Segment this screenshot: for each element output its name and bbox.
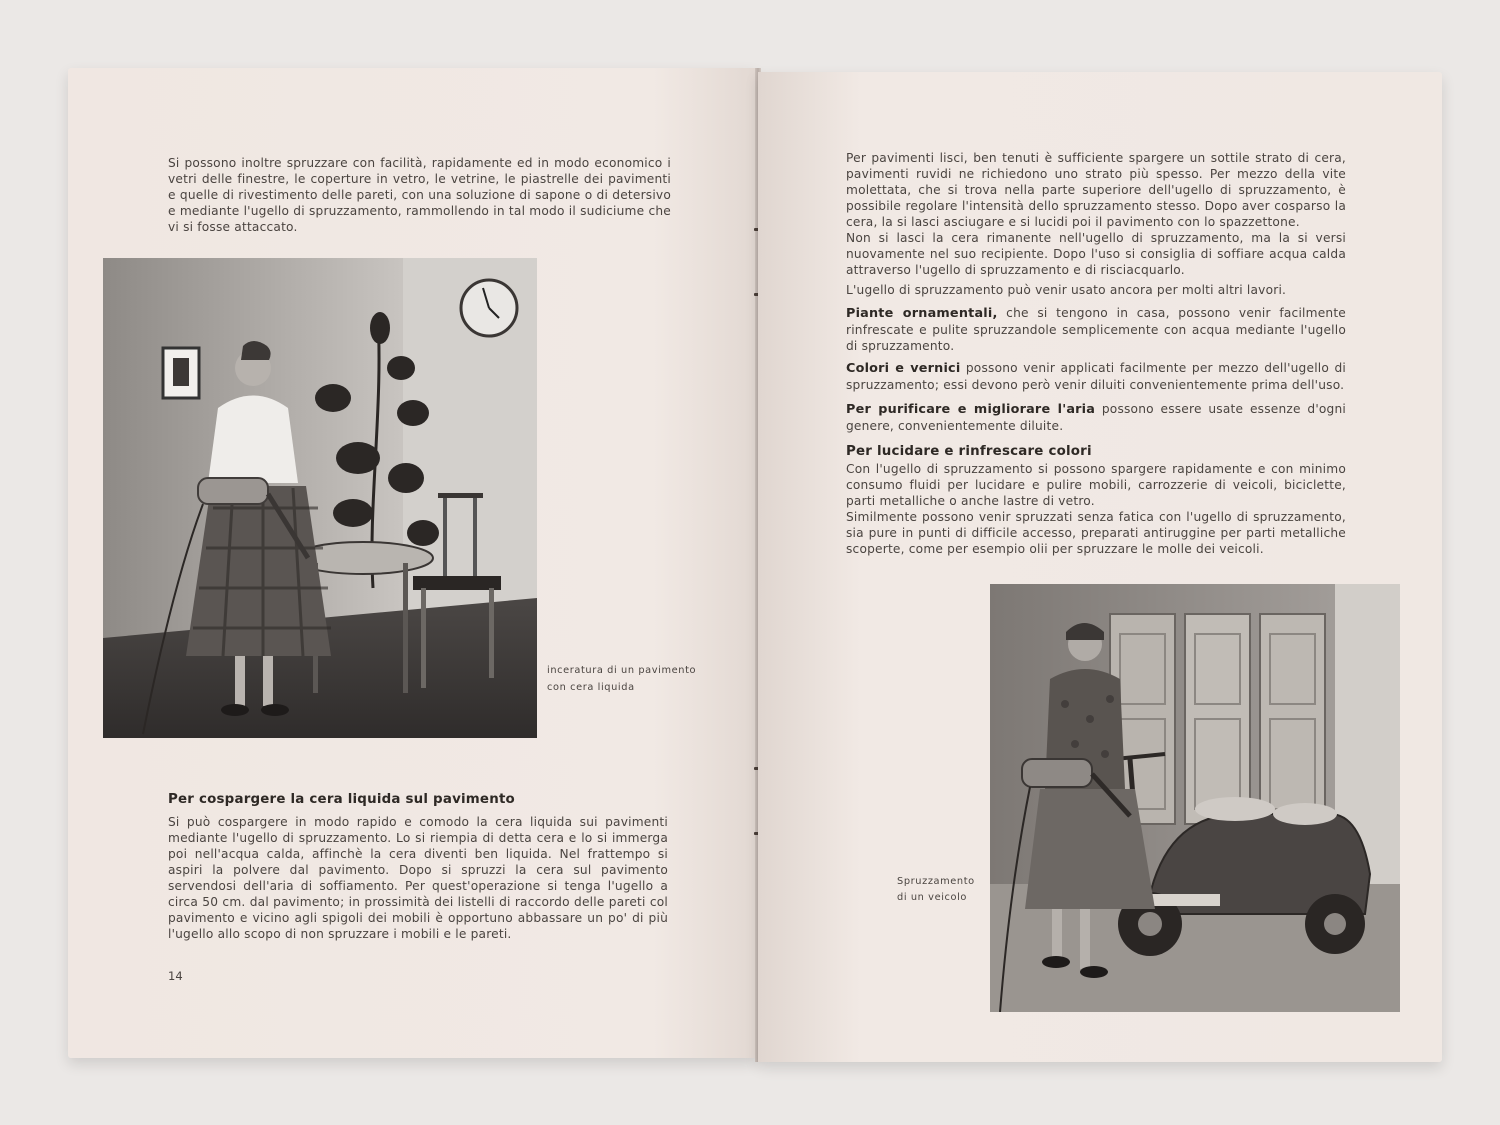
photo-floor-waxing (103, 258, 537, 738)
right-caption-line-2: di un veicolo (897, 892, 968, 903)
intro-paragraph: Si possono inoltre spruzzare con facilità, rapidamente ed in modo economico i vetri delle finestre, le coperture in vetro, le vetrine, le piastrelle dei pavimenti e quelle di rivestimento delle pareti, con una soluzione di sapone o di detersivo e mediante l'ugello di spruzzamento, rammollendo in tal modo il sudiciume che vi si fosse attaccato. (168, 156, 671, 234)
colors-lead: Colori e vernici (846, 361, 961, 376)
other-uses-paragraph: L'ugello di spruzzamento può venir usato ancora per molti altri lavori. (846, 283, 1287, 297)
colors-paragraph (846, 360, 1346, 393)
leftover-wax-paragraph: Non si lasci la cera rimanente nell'ugello di spruzzamento, ma la si versi nuovamente nel suo recipiente. Dopo l'uso si consiglia di soffiare acqua calda attraverso l'ugello di spruzzamento e di risciacquarlo. (846, 231, 1346, 277)
open-booklet (68, 68, 1446, 1064)
colors-text: possono venir applicati facilmente per mezzo dell'ugello di spruzzamento; essi devono però venir diluiti convenientemente prima dell'uso. (846, 361, 1346, 392)
photo-vehicle-spraying (990, 584, 1400, 1012)
waxing-section-paragraph: Si può cospargere in modo rapido e comodo la cera liquida sui pavimenti mediante l'ugello di spruzzamento. Lo si riempia di detta cera e lo si immerga poi nell'acqua calda, affinchè la cera diventi ben liquida. Nel frattempo si aspiri la polvere dal pavimento. Dopo si spruzzi la cera sul pavimento servendosi dell'aria di soffiamento. Per quest'operazione si tenga l'ugello a circa 50 cm. dal pavimento; in prossimità dei listelli di raccordo delle pareti col pavimento e vicino agli spigoli dei mobili è opportuno abbassare un po' di più l'ugello allo scopo di non spruzzare i mobili e le pareti. (168, 815, 668, 941)
page-number: 14 (168, 969, 183, 983)
left-caption-line-1: inceratura di un pavimento (547, 665, 697, 676)
wax-amount-paragraph: Per pavimenti lisci, ben tenuti è sufficiente spargere un sottile strato di cera, pavimenti ruvidi ne richiedono uno strato più spesso. Per mezzo della vite molettata, che si trova nella parte superiore dell'ugello di spruzzamento, è possibile regolare l'intensità dello spruzzamento stesso. Dopo aver cosparso la cera, la si lasci asciugare e si lucidi poi il pavimento con lo spazzettone. (846, 151, 1346, 229)
air-text: possono essere usate essenze d'ogni genere, convenientemente diluite. (846, 402, 1346, 433)
left-caption-line-2: con cera liquida (547, 682, 635, 693)
left-page (68, 68, 757, 1058)
right-photo-caption (897, 874, 975, 906)
right-page (758, 72, 1442, 1062)
right-caption-line-1: Spruzzamento (897, 876, 975, 887)
plants-lead: Piante ornamentali, (846, 306, 998, 321)
polish-paragraph: Con l'ugello di spruzzamento si possono spargere rapidamente e con minimo consumo fluidi per lucidare e pulire mobili, carrozzerie di veicoli, biciclette, parti metalliche o anche lastre di vetro. (846, 462, 1346, 508)
rustproof-paragraph: Similmente possono venir spruzzati senza fatica con l'ugello di spruzzamento, sia pure in punti di difficile accesso, preparati antiruggine per parti metalliche scoperte, come per esempio olii per spruzzare le molle dei veicoli. (846, 510, 1346, 556)
plants-paragraph (846, 305, 1346, 354)
left-photo-caption (547, 662, 696, 696)
plants-text: che si tengono in casa, possono venir facilmente rinfrescate e pulite spruzzandole semplicemente con acqua mediante l'ugello di spruzzamento. (846, 306, 1346, 353)
waxing-section-heading: Per cospargere la cera liquida sul pavimento (168, 792, 515, 807)
polish-heading: Per lucidare e rinfrescare colori (846, 444, 1092, 459)
air-lead: Per purificare e migliorare l'aria (846, 402, 1096, 417)
air-paragraph (846, 401, 1346, 434)
